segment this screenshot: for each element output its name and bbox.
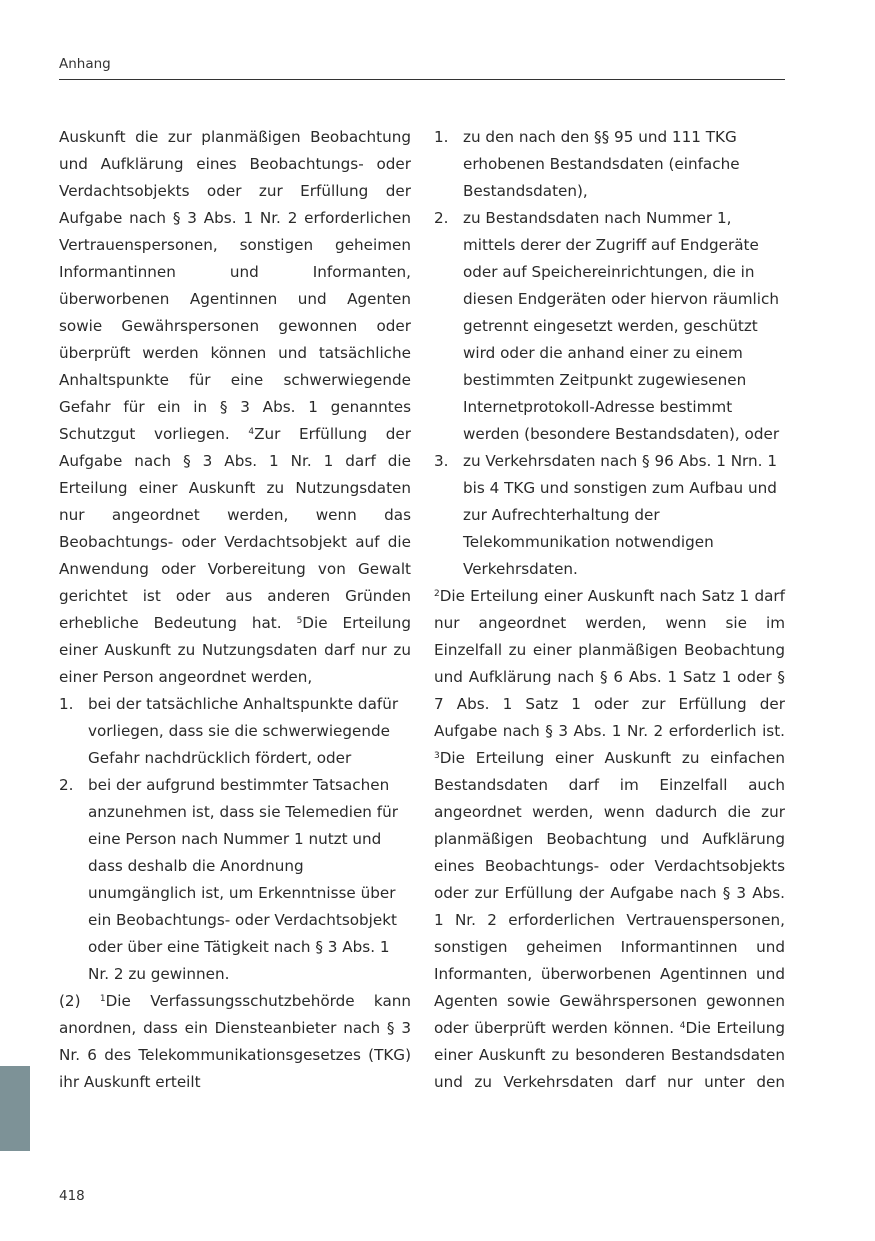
chapter-side-tab [0, 1066, 30, 1151]
list-item-number: 1. [434, 128, 449, 146]
right-numbered-list [434, 124, 785, 583]
paragraph-3 [434, 583, 785, 1096]
list-item-text: zu Bestandsdaten nach Nummer 1, mittels derer der Zugriff auf Endgeräte oder auf Speichereinrichtungen, die in diesen Endgeräten oder hiervon räumlich getrennt eingesetzt werden, geschützt wird oder die anhand einer zu einem bestimmten Zeitpunkt zugewiesenen Internetprotokoll-Adresse bestimmt werden (besondere Bestandsdaten), oder [463, 209, 780, 443]
sentence-number: 4 [679, 1021, 686, 1031]
list-item-number: 2. [434, 209, 449, 227]
paragraph-2-prefix: (2) [59, 992, 100, 1010]
list-item [434, 205, 785, 448]
left-numbered-list [59, 691, 411, 988]
sentence-number: 3 [434, 751, 440, 761]
paragraph-3-text-a: Die Erteilung einer Auskunft nach Satz 1 darf nur angeordnet werden, wenn sie im Einzelfall zu einer planmäßigen Beobachtung und Aufklärung nach § 6 Abs. 1 Satz 1 oder § 7 Abs. 1 Satz 1 oder zur Erfüllung der Aufgabe nach § 3 Abs. 1 Nr. 2 erforderlich ist. [434, 587, 785, 740]
list-item-number: 3. [434, 452, 449, 470]
paragraph-3-text-c: Die Erteilung einer Auskunft zu besonderen Bestandsdaten und zu Verkehrsdaten darf nur unter den [434, 1019, 785, 1091]
sentence-number: 2 [434, 589, 440, 599]
running-header: Anhang [59, 56, 111, 72]
paragraph-1-text-c: Die Erteilung einer Auskunft zu Nutzungsdaten darf nur zu einer Person angeordnet werden, [59, 614, 412, 686]
paragraph-3-text-b: Die Erteilung einer Auskunft zu einfachen Bestandsdaten darf im Einzelfall auch angeordnet werden, wenn dadurch die zur planmäßigen Beobachtung und Aufklärung eines Beobachtungs- oder Verdachtsobjekts oder zur Erfüllung der Aufgabe nach § 3 Abs. 1 Nr. 2 erforderlichen Vertrauenspersonen, sonstigen geheimen Informantinnen und Informanten, überworbenen Agentinnen und Agenten sowie Gewährspersonen gewonnen oder überprüft werden können. [434, 749, 785, 1037]
list-item-text: bei der tatsächliche Anhaltspunkte dafür vorliegen, dass sie die schwerwiegende Gefahr nachdrücklich fördert, oder [88, 695, 399, 767]
header-rule [59, 79, 785, 80]
sentence-number: 5 [296, 616, 303, 626]
list-item-text: bei der aufgrund bestimmter Tatsachen anzunehmen ist, dass sie Telemedien für eine Person nach Nummer 1 nutzt und dass deshalb die Anordnung unumgänglich ist, um Erkenntnisse über ein Beobachtungs- oder Verdachtsobjekt oder über eine Tätigkeit nach § 3 Abs. 1 Nr. 2 zu gewinnen. [88, 776, 398, 983]
page-number: 418 [59, 1188, 85, 1204]
list-item-number: 1. [59, 695, 74, 713]
list-item [434, 124, 785, 205]
left-column [59, 124, 411, 1096]
list-item [59, 772, 411, 988]
list-item-text: zu Verkehrsdaten nach § 96 Abs. 1 Nrn. 1 bis 4 TKG und sonstigen zum Aufbau und zur Aufrechterhaltung der Telekommunikation notwendigen Verkehrsdaten. [463, 452, 777, 578]
paragraph-1 [59, 124, 411, 691]
paragraph-1-text-b: Zur Erfüllung der Aufgabe nach § 3 Abs. 1 Nr. 1 darf die Erteilung einer Auskunft zu Nutzungsdaten nur angeordnet werden, wenn das Beobachtungs- oder Verdachtsobjekt auf die Anwendung oder Vorbereitung von Gewalt gerichtet ist oder aus anderen Gründen erhebliche Bedeutung hat. [59, 425, 411, 632]
list-item-number: 2. [59, 776, 74, 794]
paragraph-2 [59, 988, 411, 1096]
sentence-number: 1 [99, 994, 106, 1004]
list-item [59, 691, 411, 772]
list-item [434, 448, 785, 583]
list-item-text: zu den nach den §§ 95 und 111 TKG erhobenen Bestandsdaten (einfache Bestandsdaten), [463, 128, 740, 200]
paragraph-2-text: Die Verfassungsschutzbehörde kann anordnen, dass ein Diensteanbieter nach § 3 Nr. 6 des Telekommunikationsgesetzes (TKG) ihr Auskunft erteilt [59, 992, 411, 1091]
sentence-number: 4 [248, 427, 255, 437]
paragraph-1-text-a: Auskunft die zur planmäßigen Beobachtung und Aufklärung eines Beobachtungs- oder Verdachtsobjekts oder zur Erfüllung der Aufgabe nach § 3 Abs. 1 Nr. 2 erforderlichen Vertrauenspersonen, sonstigen geheimen Informantinnen und Informanten, überworbenen Agentinnen und Agenten sowie Gewährspersonen gewonnen oder überprüft werden können und tatsächliche Anhaltspunkte für eine schwerwiegende Gefahr für ein in § 3 Abs. 1 genanntes Schutzgut vorliegen. [59, 128, 411, 443]
right-column [434, 124, 785, 1096]
